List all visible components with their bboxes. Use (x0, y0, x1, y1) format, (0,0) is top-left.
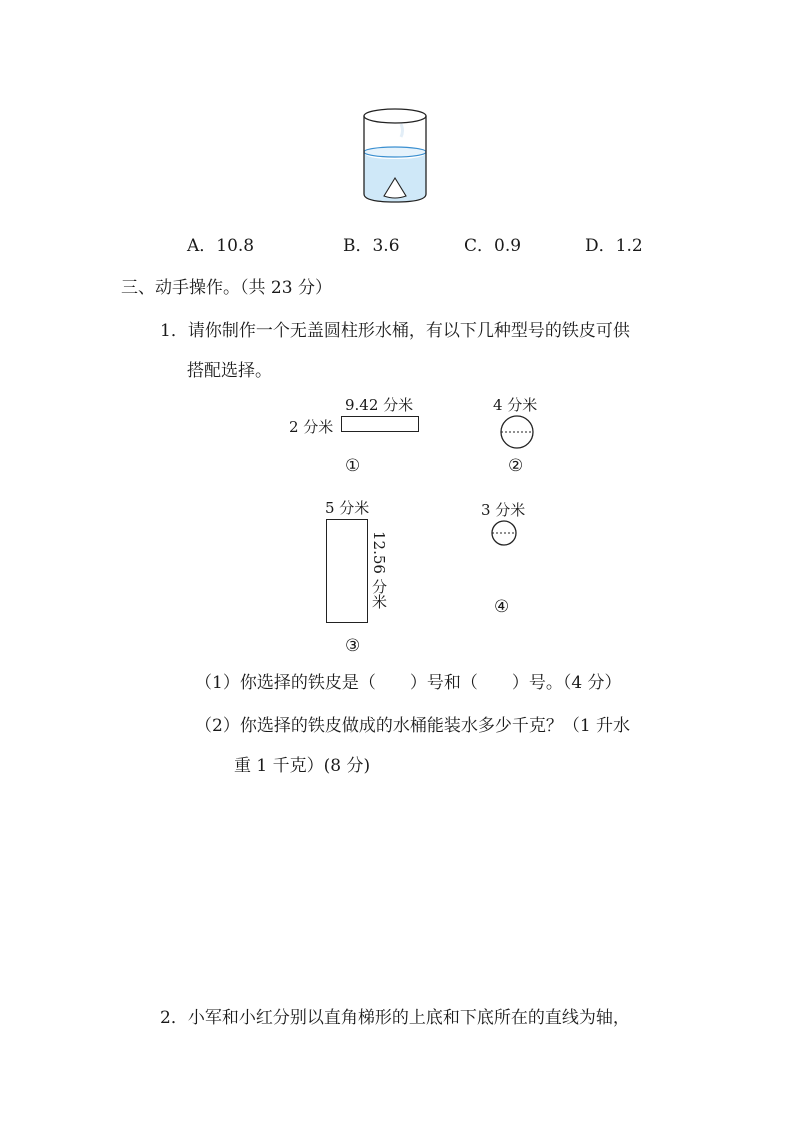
shape4-circle (491, 520, 519, 546)
shape3-top-label: 5 分米 (325, 499, 370, 517)
shape2-number: ② (508, 456, 524, 476)
section-heading: 三、动手操作。（共 23 分） (121, 278, 332, 298)
sub-question-2-cont: 重 1 千克）(8 分) (234, 756, 371, 776)
sub-question-2: （2）你选择的铁皮做成的水桶能装水多少千克？（1 升水 (195, 716, 631, 736)
beaker-reflection (401, 124, 403, 137)
shape4-top-label: 3 分米 (481, 501, 526, 519)
shape1-side-label: 2 分米 (289, 418, 334, 436)
shape3-side-label: 12.56 分米 (370, 531, 388, 609)
question-2-text: 2．小军和小红分别以直角梯形的上底和下底所在的直线为轴， (160, 1008, 630, 1028)
option-c: C．0.9 (464, 236, 522, 256)
option-d: D．1.2 (585, 236, 643, 256)
option-b: B．3.6 (343, 236, 400, 256)
shape2-top-label: 4 分米 (493, 396, 538, 414)
shape4-number: ④ (494, 597, 510, 617)
shape1-top-label: 9.42 分米 (345, 396, 414, 414)
beaker-illustration (355, 104, 435, 216)
shape3-number: ③ (345, 636, 361, 656)
shape1-number: ① (345, 456, 361, 476)
option-a: A．10.8 (187, 236, 255, 256)
shape2-circle (500, 415, 536, 449)
question-1-text-cont: 搭配选择。 (187, 361, 272, 381)
question-1-text: 1．请你制作一个无盖圆柱形水桶，有以下几种型号的铁皮可供 (160, 321, 630, 341)
beaker-top-rim (364, 109, 426, 123)
water-surface (364, 147, 426, 157)
sub-question-1: （1）你选择的铁皮是（ ）号和（ ）号。（4 分） (195, 673, 622, 693)
shape3-rectangle (326, 519, 368, 623)
shape1-rectangle (341, 416, 419, 432)
